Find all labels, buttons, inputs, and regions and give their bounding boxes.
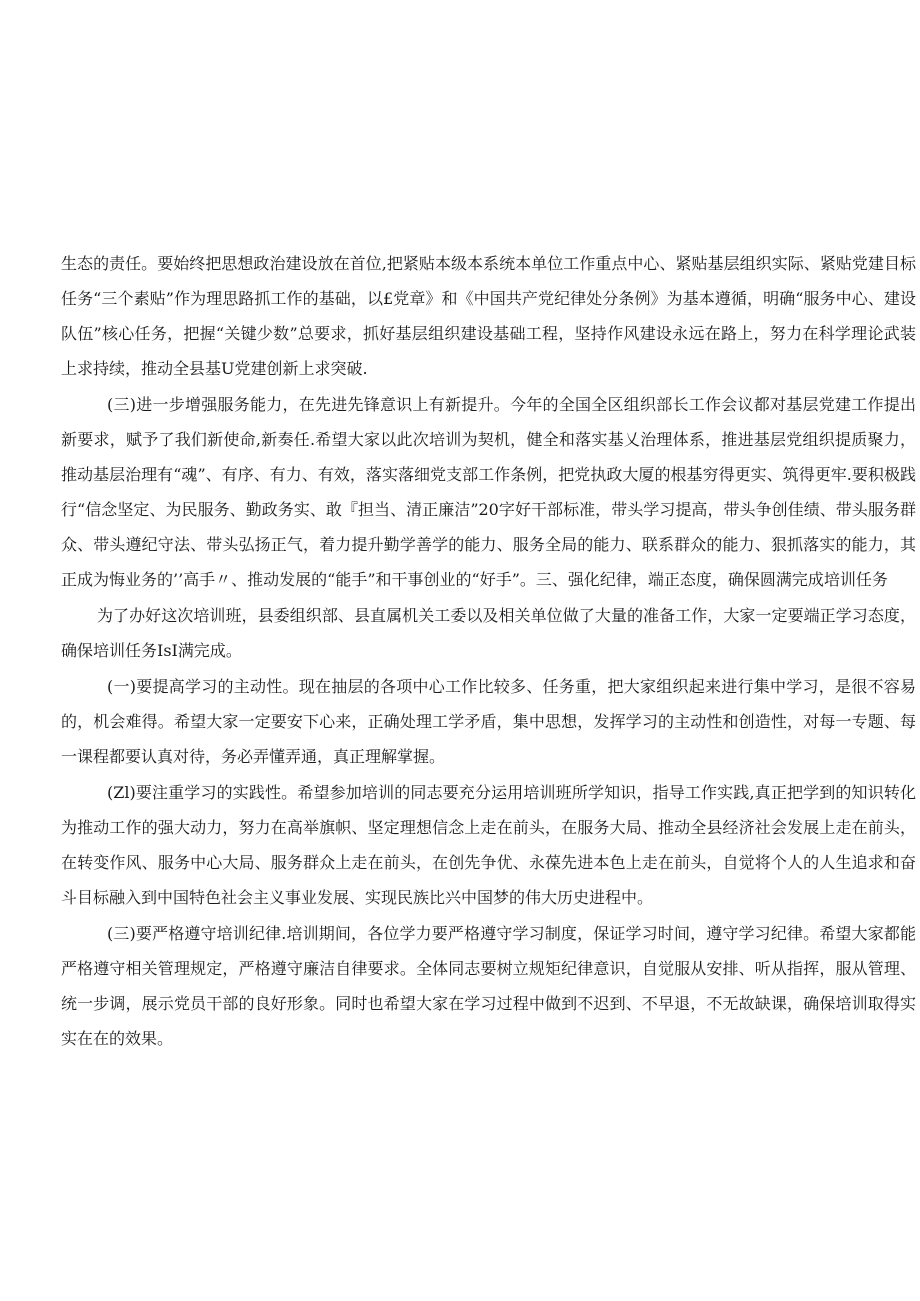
paragraph-2: (三)进一步增强服务能力，在先进先锋意识上有新提升。今年的全国全区组织部长工作会议都对基层党建工作提出新要求，赋予了我们新使命,新奏任.希望大家以此次培训为契机，健全和落实基乂治理体系，推进基层党组织提质聚力，推动基层治理有“魂”、有序、有力、有效，落实落细党支部工作条例，把党执政大厦的根基穷得更实、筑得更牢.要积极践行“信念坚定、为民服务、勤政务实、敢『担当、清正廉洁”20字好干部标准，带头学习提高，带头争创佳绩、带头服务群众、带头遵纪守法、带头弘扬正气，着力提升勤学善学的能力、服务全局的能力、联系群众的能力、狠抓落实的能力，其正成为悔业务的’’高手〃、推动发展的“能手”和干事创业的“好手”。三、强化纪律，端正态度，确保圆满完成培训任务	[61, 395, 916, 589]
paragraph-5: (Zl)要注重学习的实践性。希望参加培训的同志要充分运用培训班所学知识，指导工作实践,真正把学到的知识转化为推动工作的强大动力，努力在高举旗帜、坚定理想信念上走在前头，在服务大局、推动全县经济社会发展上走在前头，在转变作风、服务中心大局、服务群众上走在前头，在创先争优、永葆先进本色上走在前头，自觉将个人的人生追求和奋斗目标融入到中国特色社会主义事业发展、实现民族比兴中国梦的伟大历史进程中。	[61, 783, 916, 907]
paragraph-4: (一)要提高学习的主动性。现在抽层的各项中心工作比较多、任务重，把大家组织起来进行集中学习，是很不容易的，机会难得。希望大家一定要安下心来，正确处理工学矛盾，集中思想，发挥学习的主动性和创造性，对每一专题、每一课程都要认真对待，务必弄懂弄通，真正理解掌握。	[61, 677, 916, 766]
paragraph-1: 生态的责任。要始终把思想政治建设放在首位,把紧贴本级本系统本单位工作重点中心、紧贴基层组织实际、紧贴党建目标任务“三个素贴”作为理思路抓工作的基础，以£党章》和《中国共产党纪律处分条例》为基本遵循，明确“服务中心、建设队伍”核心任务，把握“关键少数”总要求，抓好基层组织建设基础工程，坚持作风建设永远在路上，努力在科学理论武装上求持续，推动全县基U党建创新上求突破.	[61, 254, 916, 378]
document-body	[61, 246, 916, 1056]
paragraph-3: 为了办好这次培训班，县委组织部、县直属机关工委以及相关单位做了大量的准备工作，大家一定要端正学习态度，确保培训任务IsI满完成。	[61, 606, 916, 660]
paragraph-6: (三)要严格遵守培训纪律.培训期间，各位学力要严格遵守学习制度，保证学习时间，遵守学习纪律。希望大家都能严格遵守相关管理规定，严格遵守廉洁自律要求。全体同志要树立规矩纪律意识，自觉服从安排、听从指挥，服从管理、统一步调，展示党员干部的良好形象。同时也希望大家在学习过程中做到不迟到、不早退，不无故缺课，确保培训取得实实在在的效果。	[61, 924, 916, 1048]
